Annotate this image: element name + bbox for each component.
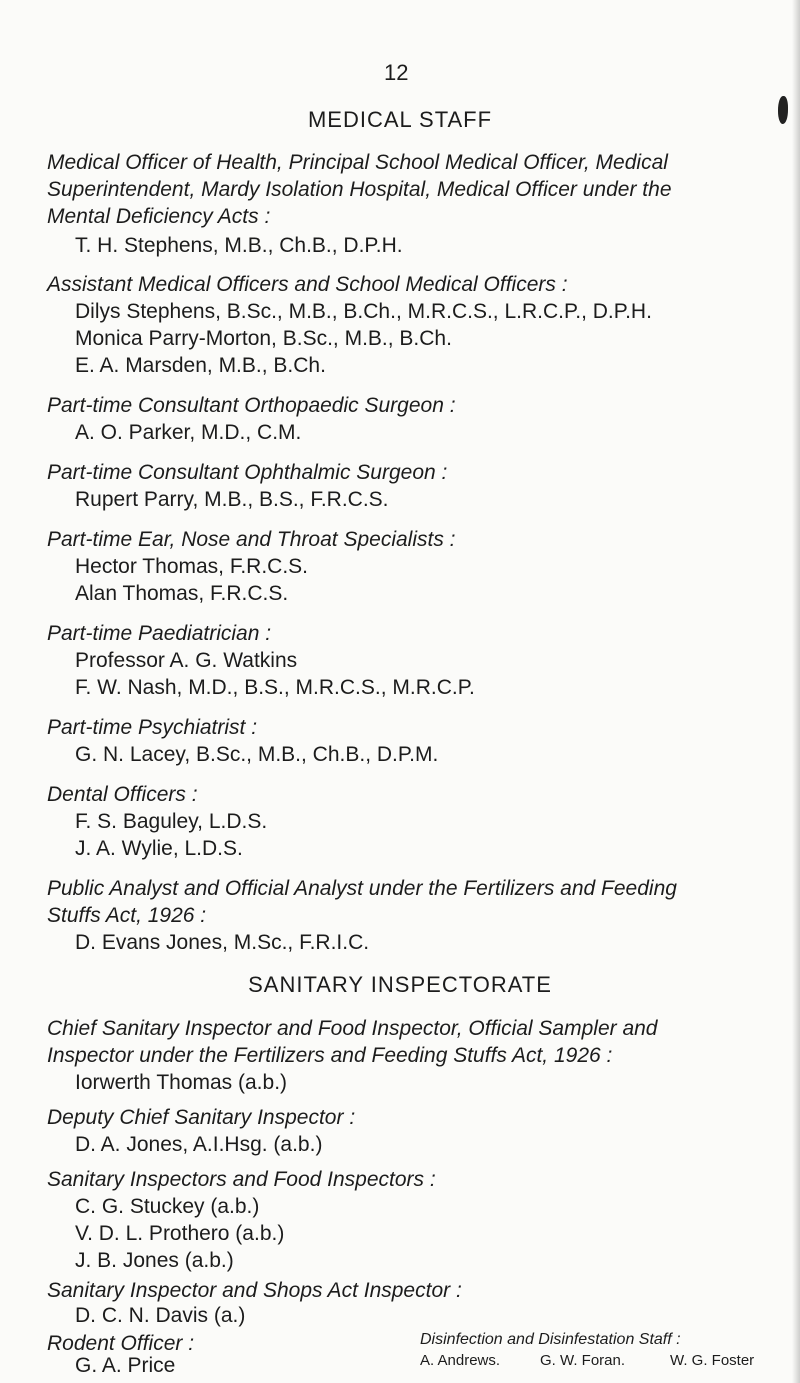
chief-name: Iorwerth Thomas (a.b.) — [75, 1071, 288, 1094]
inspector-name-3: J. B. Jones (a.b.) — [75, 1249, 234, 1272]
shops-role: Sanitary Inspector and Shops Act Inspector : — [47, 1279, 462, 1302]
deputy-name: D. A. Jones, A.I.Hsg. (a.b.) — [75, 1133, 323, 1156]
moh-name: T. H. Stephens, M.B., Ch.B., D.P.H. — [75, 234, 403, 257]
ent-name-1: Hector Thomas, F.R.C.S. — [75, 555, 309, 578]
page-number: 12 — [384, 60, 409, 85]
deputy-role: Deputy Chief Sanitary Inspector : — [47, 1106, 356, 1129]
section-title-medical-staff: MEDICAL STAFF — [307, 107, 493, 132]
paed-name-1: Professor A. G. Watkins — [75, 649, 298, 672]
assistant-name-3: E. A. Marsden, M.B., B.Ch. — [75, 354, 326, 377]
assistant-role: Assistant Medical Officers and School Medical Officers : — [47, 273, 568, 296]
ent-name-2: Alan Thomas, F.R.C.S. — [75, 582, 289, 605]
dental-role: Dental Officers : — [47, 783, 198, 806]
analyst-role-line-2: Stuffs Act, 1926 : — [47, 904, 207, 927]
chief-role-line-1: Chief Sanitary Inspector and Food Inspector, Official Sampler and — [47, 1017, 658, 1040]
analyst-role-line-1: Public Analyst and Official Analyst under the Fertilizers and Feeding — [47, 877, 677, 900]
ortho-name: A. O. Parker, M.D., C.M. — [75, 421, 302, 444]
dental-name-1: F. S. Baguley, L.D.S. — [75, 810, 268, 833]
inspectors-role: Sanitary Inspectors and Food Inspectors : — [47, 1168, 436, 1191]
ophth-role: Part-time Consultant Ophthalmic Surgeon : — [47, 461, 448, 484]
ortho-role: Part-time Consultant Orthopaedic Surgeon : — [47, 394, 456, 417]
ent-role: Part-time Ear, Nose and Throat Specialists : — [47, 528, 456, 551]
shops-name: D. C. N. Davis (a.) — [75, 1304, 246, 1327]
moh-role-line-1: Medical Officer of Health, Principal School Medical Officer, Medical — [47, 151, 668, 174]
assistant-name-1: Dilys Stephens, B.Sc., M.B., B.Ch., M.R.C.S., L.R.C.P., D.P.H. — [75, 300, 652, 323]
psych-role: Part-time Psychiatrist : — [47, 716, 258, 739]
disinfection-name-3: W. G. Foster — [670, 1352, 755, 1369]
psych-name: G. N. Lacey, B.Sc., M.B., Ch.B., D.P.M. — [75, 743, 439, 766]
ophth-name: Rupert Parry, M.B., B.S., F.R.C.S. — [75, 488, 389, 511]
rodent-role: Rodent Officer : — [47, 1332, 195, 1355]
disinfection-role: Disinfection and Disinfestation Staff : — [420, 1331, 681, 1348]
analyst-name: D. Evans Jones, M.Sc., F.R.I.C. — [75, 931, 370, 954]
moh-role-line-3: Mental Deficiency Acts : — [47, 205, 271, 228]
inspector-name-1: C. G. Stuckey (a.b.) — [75, 1195, 260, 1218]
assistant-name-2: Monica Parry-Morton, B.Sc., M.B., B.Ch. — [75, 327, 452, 350]
dental-name-2: J. A. Wylie, L.D.S. — [75, 837, 243, 860]
disinfection-name-2: G. W. Foran. — [540, 1352, 626, 1369]
moh-role-line-2: Superintendent, Mardy Isolation Hospital, Medical Officer under the — [47, 178, 672, 201]
section-title-sanitary-inspectorate: SANITARY INSPECTORATE — [248, 972, 552, 997]
rodent-name: G. A. Price — [75, 1354, 176, 1377]
page-edge-shadow — [792, 0, 800, 1383]
inspector-name-2: V. D. L. Prothero (a.b.) — [75, 1222, 285, 1245]
paed-role: Part-time Paediatrician : — [47, 622, 272, 645]
chief-role-line-2: Inspector under the Fertilizers and Feeding Stuffs Act, 1926 : — [47, 1044, 613, 1067]
paed-name-2: F. W. Nash, M.D., B.S., M.R.C.S., M.R.C.P. — [75, 676, 475, 699]
disinfection-name-1: A. Andrews. — [420, 1352, 501, 1369]
